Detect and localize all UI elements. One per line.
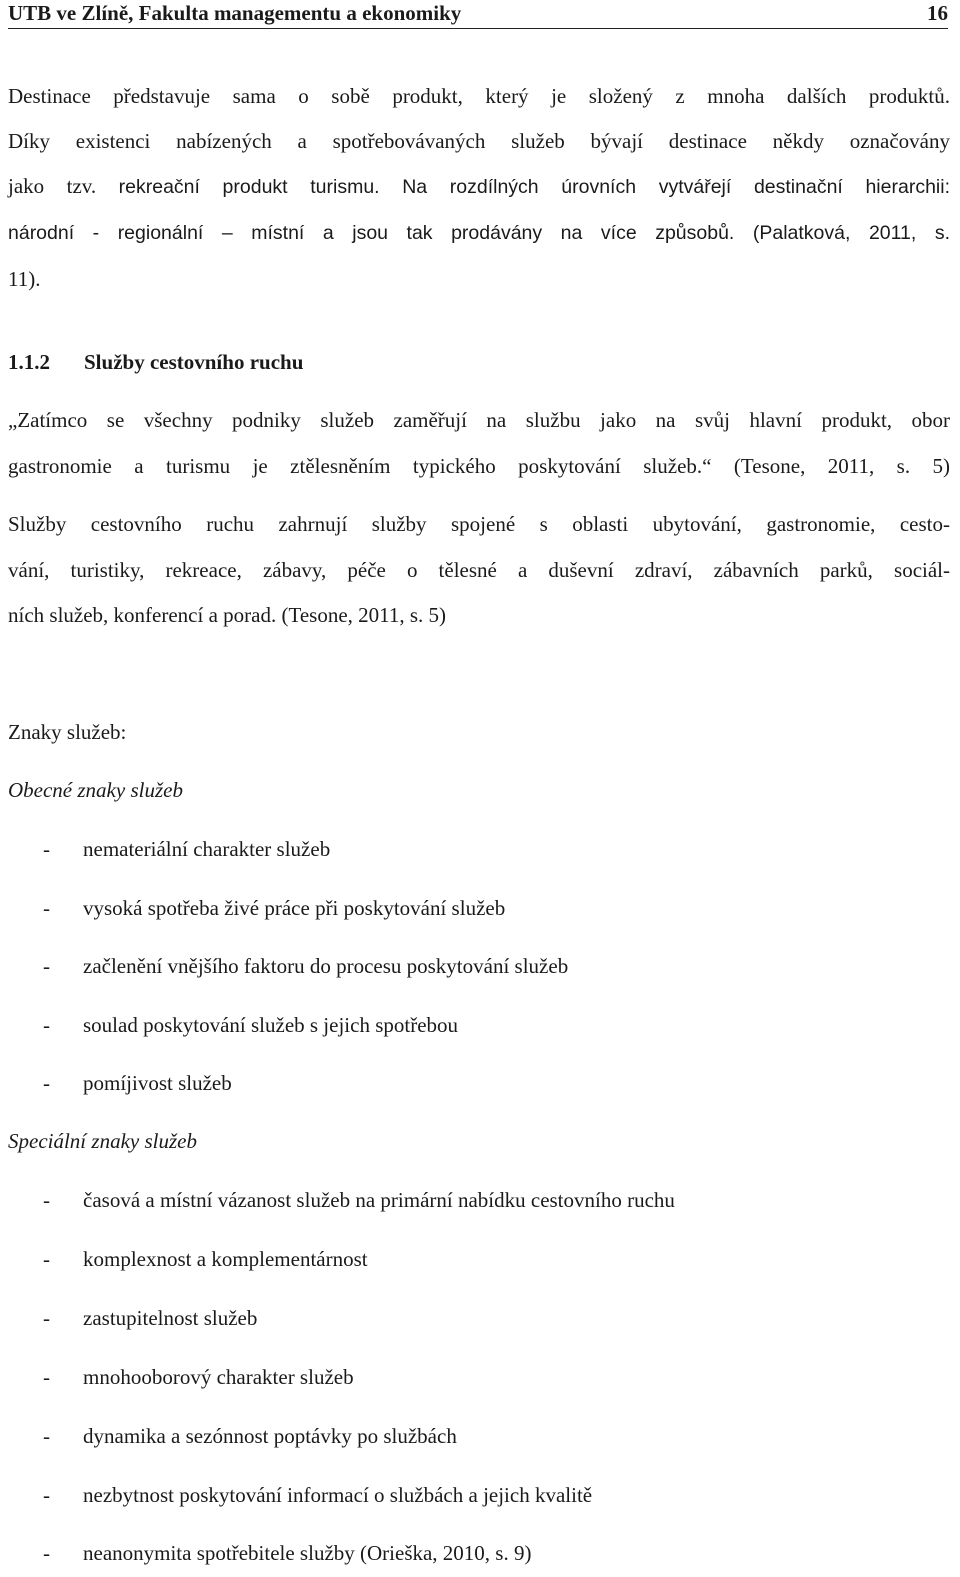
paragraph-1-line-2: Díky existenci nabízených a spotřebovávaných služeb bývají destinace někdy označovány (8, 129, 950, 153)
paragraph-3-line-3: ních služeb, konferencí a porad. (Tesone, 2011, s. 5) (8, 603, 447, 627)
list-dash: - (43, 896, 50, 920)
paragraph-1-line-3-serif: jako tzv. (8, 174, 119, 198)
list-dash: - (43, 1188, 50, 1212)
list-dash: - (43, 954, 50, 978)
paragraph-3-line-2: vání, turistiky, rekreace, zábavy, péče o tělesné a duševní zdraví, zábavních parků, sociál- (8, 558, 950, 582)
section-title: Služby cestovního ruchu (84, 350, 304, 374)
list-item-text: pomíjivost služeb (83, 1071, 232, 1095)
paragraph-1-line-3 (8, 173, 950, 200)
paragraph-2-line-1: „Zatímco se všechny podniky služeb zaměřují na službu jako na svůj hlavní produkt, obor (8, 408, 950, 432)
paragraph-1-line-1: Destinace představuje sama o sobě produkt, který je složený z mnoha dalších produktů. (8, 84, 950, 108)
list-item-text: časová a místní vázanost služeb na primární nabídku cestovního ruchu (83, 1188, 675, 1212)
signs-heading: Znaky služeb: (8, 720, 127, 744)
list-dash: - (43, 1013, 50, 1037)
list-dash: - (43, 1306, 50, 1330)
list-dash: - (43, 1247, 50, 1271)
paragraph-1-line-4: národní - regionální – místní a jsou tak prodávány na více způsobů. (Palatková, 2011, s. (8, 222, 950, 244)
list-item-text: soulad poskytování služeb s jejich spotřebou (83, 1013, 459, 1037)
page-number: 16 (927, 1, 948, 25)
special-signs-heading: Speciální znaky služeb (8, 1129, 197, 1153)
list-item-text: zastupitelnost služeb (83, 1306, 258, 1330)
list-item-text: vysoká spotřeba živé práce při poskytování služeb (83, 896, 506, 920)
paragraph-3-line-1: Služby cestovního ruchu zahrnují služby spojené s oblasti ubytování, gastronomie, cesto- (8, 512, 950, 536)
paragraph-1-line-5: 11). (8, 267, 41, 291)
running-header (8, 0, 948, 29)
header-title: UTB ve Zlíně, Fakulta managementu a ekonomiky (8, 1, 462, 25)
section-heading (8, 349, 303, 375)
paragraph-2-line-2: gastronomie a turismu je ztělesněním typického poskytování služeb.“ (Tesone, 2011, s. 5) (8, 454, 950, 478)
paragraph-1-line-3-sans: rekreační produkt turismu. Na rozdílných úrovních vytvářejí destinační hierarchii: (118, 176, 950, 198)
list-item-text: dynamika a sezónnost poptávky po službách (83, 1424, 457, 1448)
list-item-text: nemateriální charakter služeb (83, 837, 331, 861)
list-item-text: začlenění vnějšího faktoru do procesu poskytování služeb (83, 954, 569, 978)
list-item-text: nezbytnost poskytování informací o službách a jejich kvalitě (83, 1483, 593, 1507)
list-dash: - (43, 1071, 50, 1095)
list-item-text: neanonymita spotřebitele služby (Orieška, 2010, s. 9) (83, 1541, 532, 1565)
list-item-text: mnohooborový charakter služeb (83, 1365, 354, 1389)
list-dash: - (43, 837, 50, 861)
list-dash: - (43, 1483, 50, 1507)
list-item-text: komplexnost a komplementárnost (83, 1247, 368, 1271)
list-dash: - (43, 1541, 50, 1565)
section-number: 1.1.2 (8, 350, 50, 374)
general-signs-heading: Obecné znaky služeb (8, 778, 183, 802)
list-dash: - (43, 1365, 50, 1389)
list-dash: - (43, 1424, 50, 1448)
